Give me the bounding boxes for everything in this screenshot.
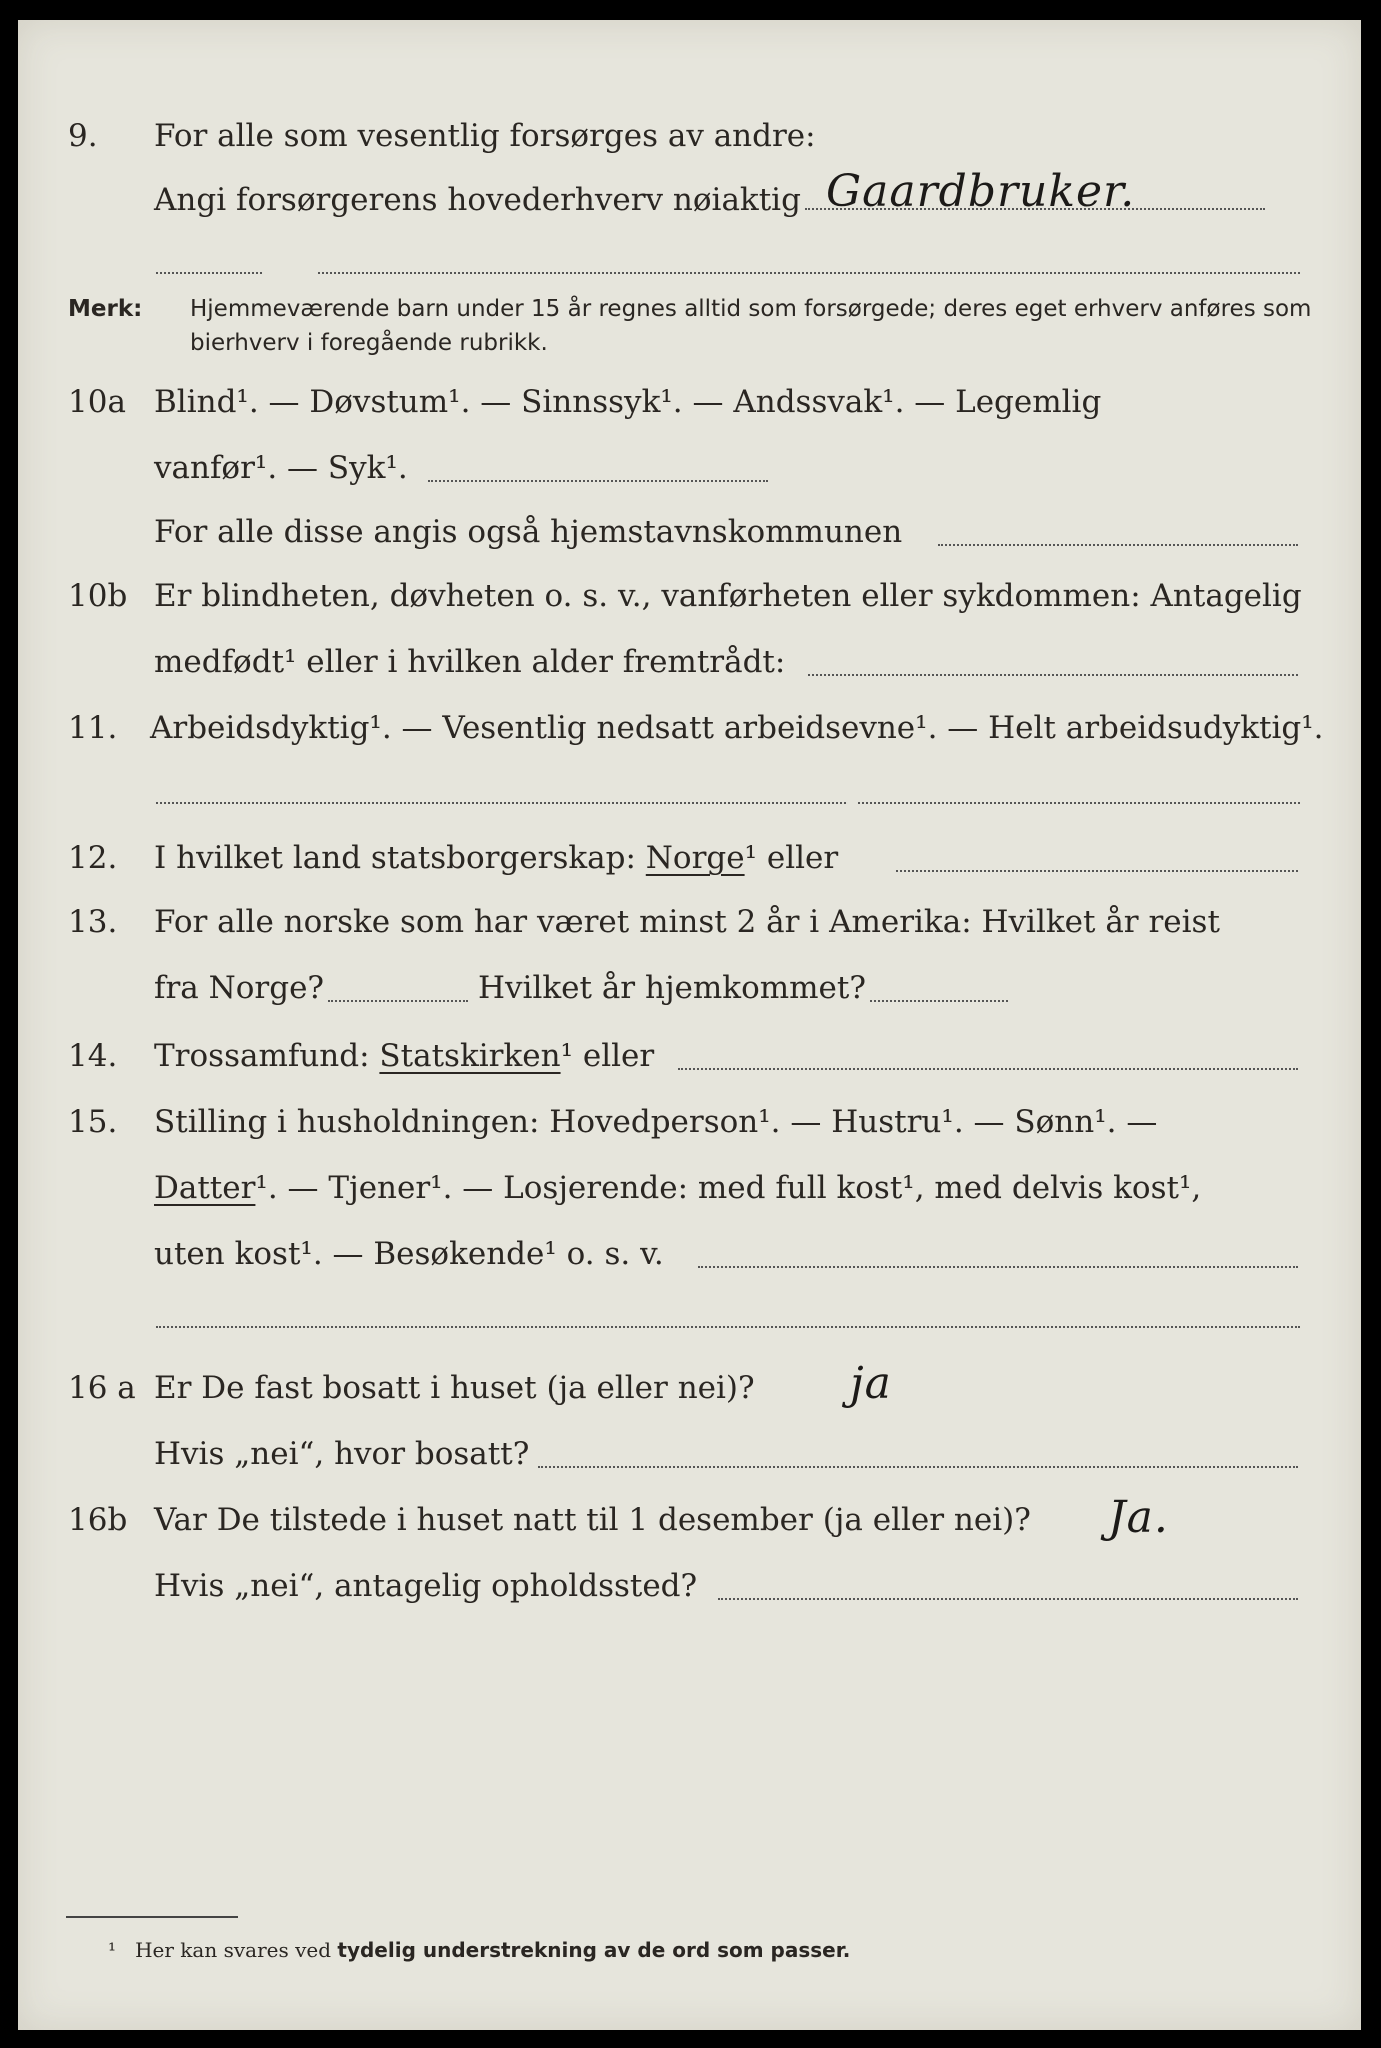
q16a-residence-field[interactable] [538, 1466, 1298, 1468]
q10b-text-line1: Er blindheten, døvheten o. s. v., vanførheten eller sykdommen: Antagelig [154, 578, 1302, 614]
q16b-handwritten-answer: Ja. [1108, 1492, 1169, 1543]
q16a-handwritten-answer: ja [850, 1358, 892, 1409]
footnote-bold-text: tydelig understrekning av de ord som passer. [337, 1938, 851, 1962]
q9-number: 9. [68, 118, 98, 154]
q14-field[interactable] [678, 1068, 1298, 1070]
footnote-mark: ¹ [108, 1938, 117, 1962]
q15-number: 15. [68, 1104, 118, 1140]
q15-extra-line[interactable] [156, 1326, 1300, 1328]
q10a-text-line3: For alle disse angis også hjemstavnskommunen [154, 514, 903, 550]
q13-left-year-field[interactable] [328, 1000, 468, 1002]
q12-field[interactable] [896, 870, 1298, 872]
q11-text-line1: Arbeidsdyktig¹. — Vesentlig nedsatt arbeidsevne¹. — Helt arbeidsudyktig¹. [150, 710, 1324, 746]
q9-handwritten-answer: Gaardbruker. [826, 166, 1136, 217]
q9-label: Angi forsørgerens hovederhverv nøiaktig [154, 182, 801, 218]
q15-underlined-datter: Datter [154, 1170, 256, 1206]
q14-underlined-statskirken: Statskirken [379, 1038, 561, 1074]
q15-line2-rest: ¹. — Tjener¹. — Losjerende: med full kost¹, med delvis kost¹, [255, 1170, 1202, 1206]
q10a-text-line1: Blind¹. — Døvstum¹. — Sinnssyk¹. — Andssvak¹. — Legemlig [154, 384, 1102, 420]
q10a-number: 10a [68, 384, 126, 420]
census-form-page [18, 20, 1361, 2030]
q10a-sick-field[interactable] [428, 480, 768, 482]
q16b-whereabouts-field[interactable] [718, 1598, 1298, 1600]
q11-field-a[interactable] [156, 802, 846, 804]
q16a-text-line1: Er De fast bosatt i huset (ja eller nei)? [154, 1370, 755, 1406]
q10b-text-line2: medfødt¹ eller i hvilken alder fremtrådt: [154, 644, 786, 680]
q14-label-after: ¹ eller [560, 1038, 655, 1074]
q11-number: 11. [68, 710, 118, 746]
q13-number: 13. [68, 904, 118, 940]
q16b-number: 16b [68, 1502, 128, 1538]
q14-number: 14. [68, 1038, 118, 1074]
q10b-age-field[interactable] [808, 674, 1298, 676]
q16a-text-line2: Hvis „nei“, hvor bosatt? [154, 1436, 530, 1472]
q10a-municipality-field[interactable] [938, 544, 1298, 546]
q10a-text-line2: vanfør¹. — Syk¹. [154, 450, 408, 486]
q11-field-b[interactable] [858, 802, 1300, 804]
merk-text: Hjemmeværende barn under 15 år regnes alltid som forsørgede; deres eget erhverv anføres som bierhverv i foregående rubrikk. [190, 296, 1312, 356]
merk-label: Merk: [68, 296, 143, 322]
q12-text [154, 838, 838, 878]
q9-extra-line-a [156, 272, 262, 274]
q12-label: I hvilket land statsborgerskap: [154, 840, 646, 876]
q15-text-line3: uten kost¹. — Besøkende¹ o. s. v. [154, 1236, 664, 1272]
q10b-number: 10b [68, 578, 128, 614]
q13-text-line1: For alle norske som har været minst 2 år i Amerika: Hvilket år reist [154, 904, 1220, 940]
q14-label: Trossamfund: [154, 1038, 380, 1074]
q13-text-line2a: fra Norge? [154, 970, 325, 1006]
q9-text-line1: For alle som vesentlig forsørges av andre: [154, 118, 816, 154]
q15-text-line1: Stilling i husholdningen: Hovedperson¹. — Hustru¹. — Sønn¹. — [154, 1104, 1158, 1140]
footnote-rule [66, 1916, 238, 1918]
q14-text [154, 1036, 654, 1076]
q13-text-line2b: Hvilket år hjemkommet? [478, 970, 866, 1006]
q16a-number: 16 a [68, 1370, 136, 1406]
q15-text-line2 [154, 1168, 1201, 1208]
q12-underlined-norge: Norge [645, 840, 745, 876]
q12-number: 12. [68, 840, 118, 876]
q13-return-year-field[interactable] [870, 1000, 1008, 1002]
q16b-text-line2: Hvis „nei“, antagelig opholdssted? [154, 1568, 698, 1604]
footnote-text: Her kan svares ved [135, 1938, 338, 1962]
q15-field[interactable] [698, 1266, 1298, 1268]
q12-label-after: ¹ eller [744, 840, 839, 876]
q16b-text-line1: Var De tilstede i huset natt til 1 desember (ja eller nei)? [154, 1502, 1031, 1538]
q9-extra-line-b [318, 272, 1300, 274]
footnote [108, 1938, 850, 1962]
